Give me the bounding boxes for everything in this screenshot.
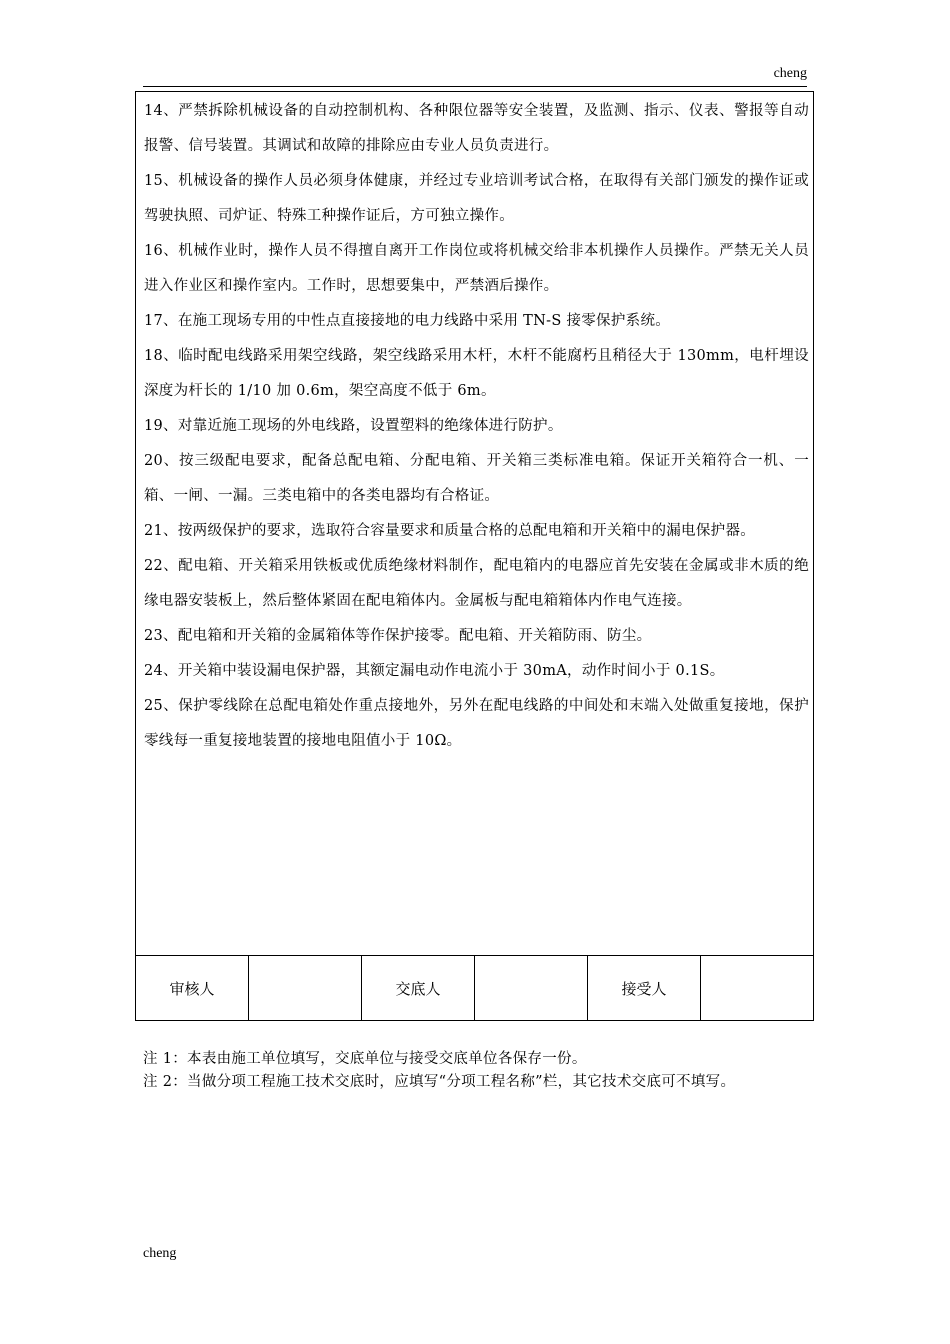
discloser-value-cell[interactable] [475,956,588,1020]
signature-row [135,955,814,1021]
list-item: 24、开关箱中装设漏电保护器，其额定漏电动作电流小于 30mA，动作时间小于 0.1S。 [144,663,725,679]
list-item: 20、按三级配电要求，配备总配电箱、分配电箱、开关箱三类标准电箱。保证开关箱符合一机、一箱、一闸、一漏。三类电箱中的各类电器均有合格证。 [144,453,809,504]
note-2: 注 2：当做分项工程施工技术交底时，应填写“分项工程名称”栏，其它技术交底可不填写。 [143,1074,736,1090]
reviewer-label: 审核人 [136,956,249,1020]
list-item: 14、严禁拆除机械设备的自动控制机构、各种限位器等安全装置，及监测、指示、仪表、警报等自动报警、信号装置。其调试和故障的排除应由专业人员负责进行。 [144,103,809,154]
page-header-text: cheng [773,66,807,81]
item-list [144,94,809,759]
list-item: 19、对靠近施工现场的外电线路，设置塑料的绝缘体进行防护。 [144,418,563,434]
header-rule [143,86,807,87]
receiver-value-cell[interactable] [701,956,813,1020]
list-item: 17、在施工现场专用的中性点直接接地的电力线路中采用 TN-S 接零保护系统。 [144,313,671,329]
notes-section [143,1048,807,1094]
discloser-label: 交底人 [362,956,475,1020]
disclosure-content-box [135,91,814,956]
list-item: 21、按两级保护的要求，选取符合容量要求和质量合格的总配电箱和开关箱中的漏电保护器。 [144,523,756,539]
list-item: 23、配电箱和开关箱的金属箱体等作保护接零。配电箱、开关箱防雨、防尘。 [144,628,652,644]
page-footer-text: cheng [143,1246,177,1261]
list-item: 15、机械设备的操作人员必须身体健康，并经过专业培训考试合格，在取得有关部门颁发的操作证或驾驶执照、司炉证、特殊工种操作证后，方可独立操作。 [144,173,809,224]
reviewer-value-cell[interactable] [249,956,362,1020]
list-item: 22、配电箱、开关箱采用铁板或优质绝缘材料制作，配电箱内的电器应首先安装在金属或非木质的绝缘电器安装板上，然后整体紧固在配电箱体内。金属板与配电箱箱体内作电气连接。 [144,558,809,609]
list-item: 25、保护零线除在总配电箱处作重点接地外，另外在配电线路的中间处和末端入处做重复接地，保护零线每一重复接地装置的接地电阻值小于 10Ω。 [144,698,809,749]
list-item: 16、机械作业时，操作人员不得擅自离开工作岗位或将机械交给非本机操作人员操作。严禁无关人员进入作业区和操作室内。工作时，思想要集中，严禁酒后操作。 [144,243,809,294]
list-item: 18、临时配电线路采用架空线路，架空线路采用木杆，木杆不能腐朽且稍径大于 130mm，电杆埋设深度为杆长的 1/10 加 0.6m，架空高度不低于 6m。 [144,348,809,399]
receiver-label: 接受人 [588,956,701,1020]
note-1: 注 1：本表由施工单位填写，交底单位与接受交底单位各保存一份。 [143,1051,587,1067]
